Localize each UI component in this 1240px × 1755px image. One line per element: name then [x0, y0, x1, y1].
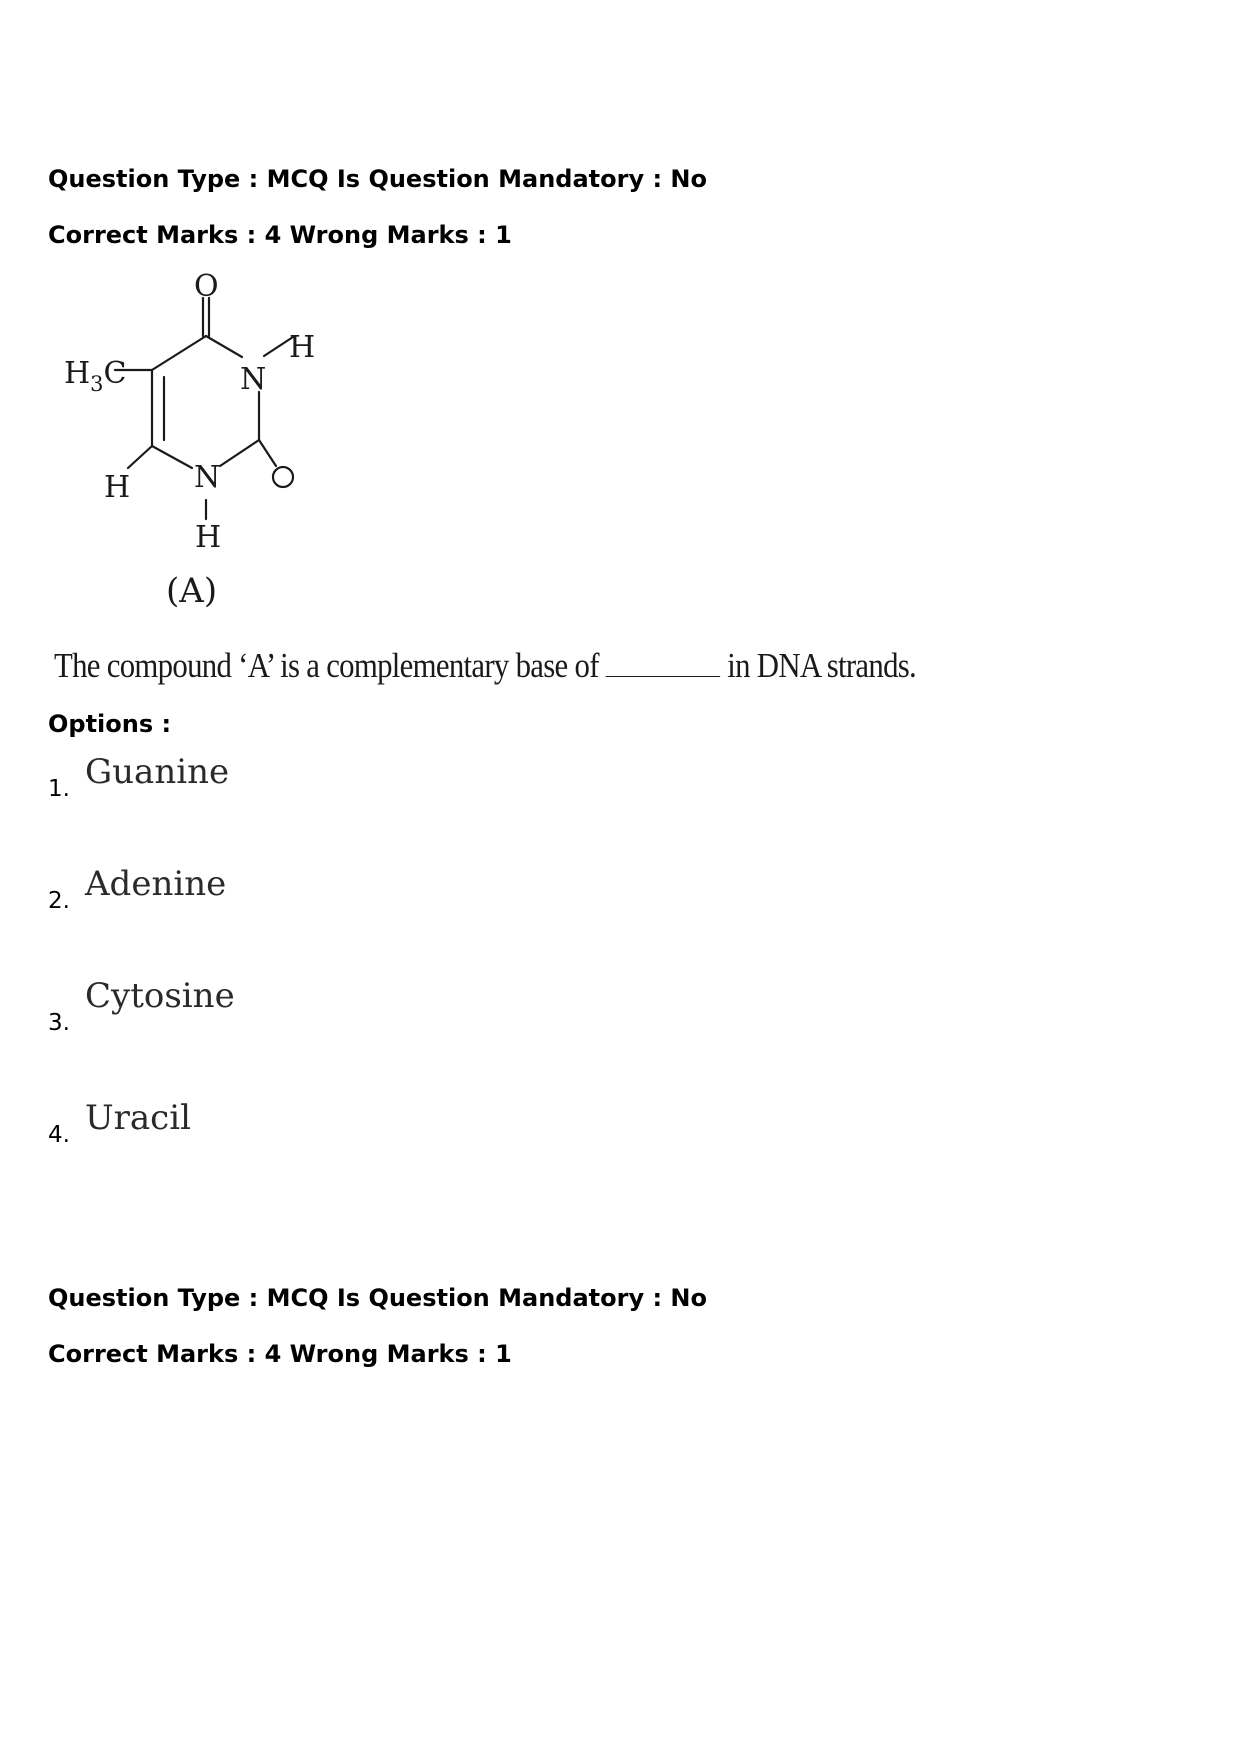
question-type-line: Question Type : MCQ Is Question Mandatory : No: [48, 1284, 707, 1312]
option-text: Uracil: [85, 1098, 191, 1138]
atom-h-bottom: H: [195, 520, 222, 555]
bond-c4-c5: [152, 336, 206, 370]
option-number: 4.: [48, 1122, 70, 1148]
bond-c4-n3: [206, 336, 242, 357]
atom-o-right-ring: [273, 467, 293, 487]
question-text: [54, 646, 916, 686]
options-label: Options :: [48, 710, 172, 738]
answer-blank: [606, 648, 720, 677]
bond-co-right: [259, 440, 276, 466]
option-number: 2.: [48, 888, 70, 914]
option-text: Adenine: [85, 864, 227, 904]
bond-ch-left: [128, 446, 152, 468]
question-text-after: in DNA strands.: [727, 646, 917, 685]
atom-o-top: O: [194, 269, 219, 304]
marks-line: Correct Marks : 4 Wrong Marks : 1: [48, 221, 512, 249]
option-text: Guanine: [85, 752, 230, 792]
atom-h-right: H: [289, 330, 316, 365]
option-number: 1.: [48, 776, 70, 802]
atom-h3c: $H_3C$: [64, 356, 127, 396]
atom-h-left: H: [104, 470, 131, 505]
bond-c6-n1: [152, 446, 192, 468]
atom-n-bottom: N: [194, 460, 221, 495]
thymine-structure-diagram: [50, 262, 330, 622]
option-text: Cytosine: [85, 976, 235, 1016]
bond-n1-c2: [220, 440, 259, 466]
question-text-before: The compound ‘A’ is a complementary base of: [54, 646, 599, 685]
structure-caption: (A): [166, 571, 218, 611]
option-number: 3.: [48, 1010, 70, 1036]
atom-n-right: N: [240, 362, 267, 397]
question-type-line: Question Type : MCQ Is Question Mandatory : No: [48, 165, 707, 193]
marks-line: Correct Marks : 4 Wrong Marks : 1: [48, 1340, 512, 1368]
